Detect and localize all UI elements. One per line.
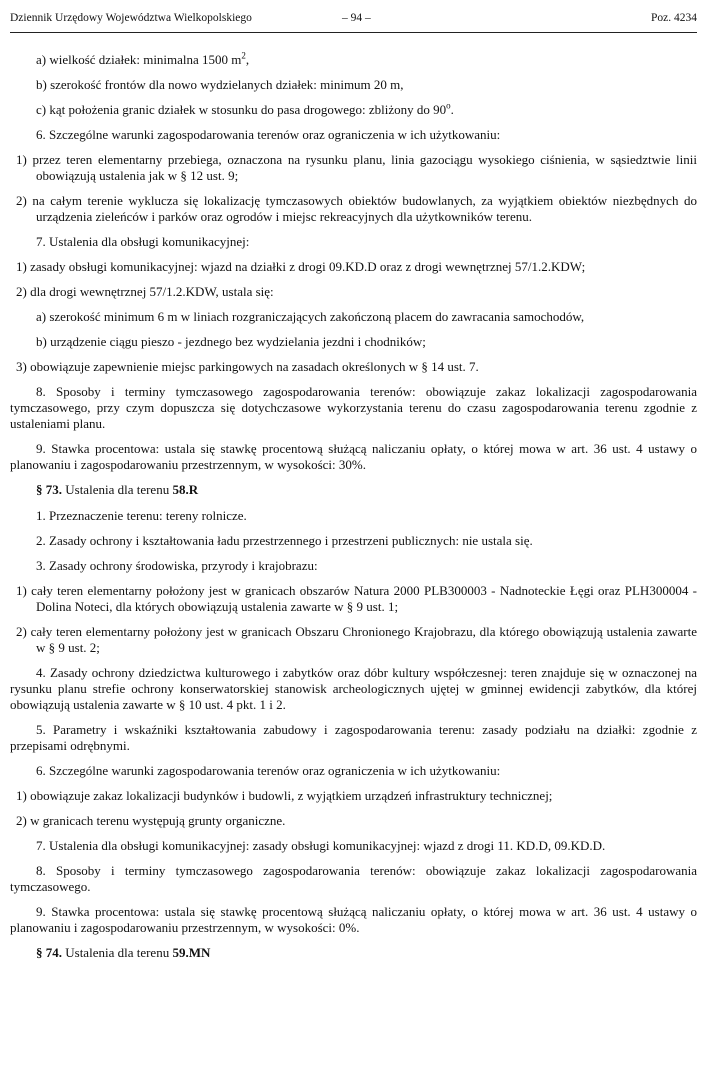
paragraph: 9. Stawka procentowa: ustala się stawkę procentową służącą naliczaniu opłaty, o której mowa w art. 36 ust. 4 ustawy o planowaniu i zagospodarowaniu przestrzennym, w wysokości: 0%. [10,904,697,935]
paragraph: 8. Sposoby i terminy tymczasowego zagospodarowania terenów: obowiązuje zakaz lokalizacji zagospodarowania tymczasowego, przy czym dopuszcza się dotychczasowe wykorzystania terenu do czasu zagospodarowania terenu zgodnie z ustaleniami planu. [10,384,697,431]
paragraph: 8. Sposoby i terminy tymczasowego zagospodarowania terenów: obowiązuje zakaz lokalizacji zagospodarowania tymczasowego. [10,863,697,894]
list-item: 1) obowiązuje zakaz lokalizacji budynków i budowli, z wyjątkiem urządzeń infrastruktury technicznej; [16,788,553,803]
list-item: 2) dla drogi wewnętrznej 57/1.2.KDW, ustala się: [16,284,274,299]
section-heading-74: § 74. Ustalenia dla terenu 59.MN [36,945,211,960]
paragraph: a) wielkość działek: minimalna 1500 $m^2$, [36,50,250,67]
list-item: 2) w granicach terenu występują grunty organiczne. [16,813,286,828]
page-header [10,12,697,33]
paragraph: 2. Zasady ochrony i kształtowania ładu przestrzennego i przestrzeni publicznych: nie ustala się. [36,533,533,548]
list-item: 1) przez teren elementarny przebiega, oznaczona na rysunku planu, linia gazociągu wysokiego ciśnienia, w sąsiedztwie linii obowiązują ustalenia jak w § 12 ust. 9; [16,152,697,183]
paragraph: 5. Parametry i wskaźniki kształtowania zabudowy i zagospodarowania terenu: zasady podziału na działki: zgodnie z przepisami odrębnymi. [10,722,697,753]
position-number: Poz. 4234 [651,12,697,24]
paragraph: 1. Przeznaczenie terenu: tereny rolnicze. [36,508,247,523]
list-item: b) urządzenie ciągu pieszo - jezdnego bez wydzielania jezdni i chodników; [36,334,426,349]
paragraph: 7. Ustalenia dla obsługi komunikacyjnej: zasady obsługi komunikacyjnej: wjazd z drogi 11. KD.D, 09.KD.D. [36,838,606,853]
list-item: 1) cały teren elementarny położony jest w granicach obszarów Natura 2000 PLB300003 - Nadnoteckie Łęgi oraz PLH300004 - Dolina Noteci, dla których obowiązują ustalenia zawarte w § 9 ust. 1; [16,583,697,614]
list-item: 2) na całym terenie wyklucza się lokalizację tymczasowych obiektów budowlanych, za wyjątkiem obiektów niezbędnych do urządzenia zieleńców i parków oraz ogrodów i miejsc rekreacyjnych dla użytkowników terenu. [16,193,697,224]
document-body [10,52,697,971]
paragraph: 6. Szczególne warunki zagospodarowania terenów oraz ograniczenia w ich użytkowaniu: [36,127,501,142]
journal-title: Dziennik Urzędowy Województwa Wielkopolskiego [10,12,252,24]
paragraph: c) kąt położenia granic działek w stosunku do pasa drogowego: zbliżony do 90$^o$. [36,100,454,117]
paragraph: 6. Szczególne warunki zagospodarowania terenów oraz ograniczenia w ich użytkowaniu: [36,763,501,778]
page-number: – 94 – [342,12,371,24]
section-heading-73: § 73. Ustalenia dla terenu 58.R [36,482,199,497]
paragraph: 9. Stawka procentowa: ustala się stawkę procentową służącą naliczaniu opłaty, o której mowa w art. 36 ust. 4 ustawy o planowaniu i zagospodarowaniu przestrzennym, w wysokości: 30%. [10,441,697,472]
list-item: 1) zasady obsługi komunikacyjnej: wjazd na działki z drogi 09.KD.D oraz z drogi wewnętrznej 57/1.2.KDW; [16,259,586,274]
list-item: 3) obowiązuje zapewnienie miejsc parkingowych na zasadach określonych w § 14 ust. 7. [16,359,479,374]
list-item: a) szerokość minimum 6 m w liniach rozgraniczających zakończoną placem do zawracania samochodów, [36,309,585,324]
paragraph: 4. Zasady ochrony dziedzictwa kulturowego i zabytków oraz dóbr kultury współczesnej: teren znajduje się w oznaczonej na rysunku planu strefie ochrony konserwatorskiej stanowisk archeologicznych ujętej w gminnej ewidencji zabytków, dla której obowiązują ustalenia zawarte w § 10 ust. 4 pkt. 1 i 2. [10,665,697,712]
list-item: 2) cały teren elementarny położony jest w granicach Obszaru Chronionego Krajobrazu, dla którego obowiązują ustalenia zawarte w § 9 ust. 2; [16,624,697,655]
paragraph: 7. Ustalenia dla obsługi komunikacyjnej: [36,234,250,249]
paragraph: 3. Zasady ochrony środowiska, przyrody i krajobrazu: [36,558,318,573]
paragraph: b) szerokość frontów dla nowo wydzielanych działek: minimum 20 m, [36,77,404,92]
